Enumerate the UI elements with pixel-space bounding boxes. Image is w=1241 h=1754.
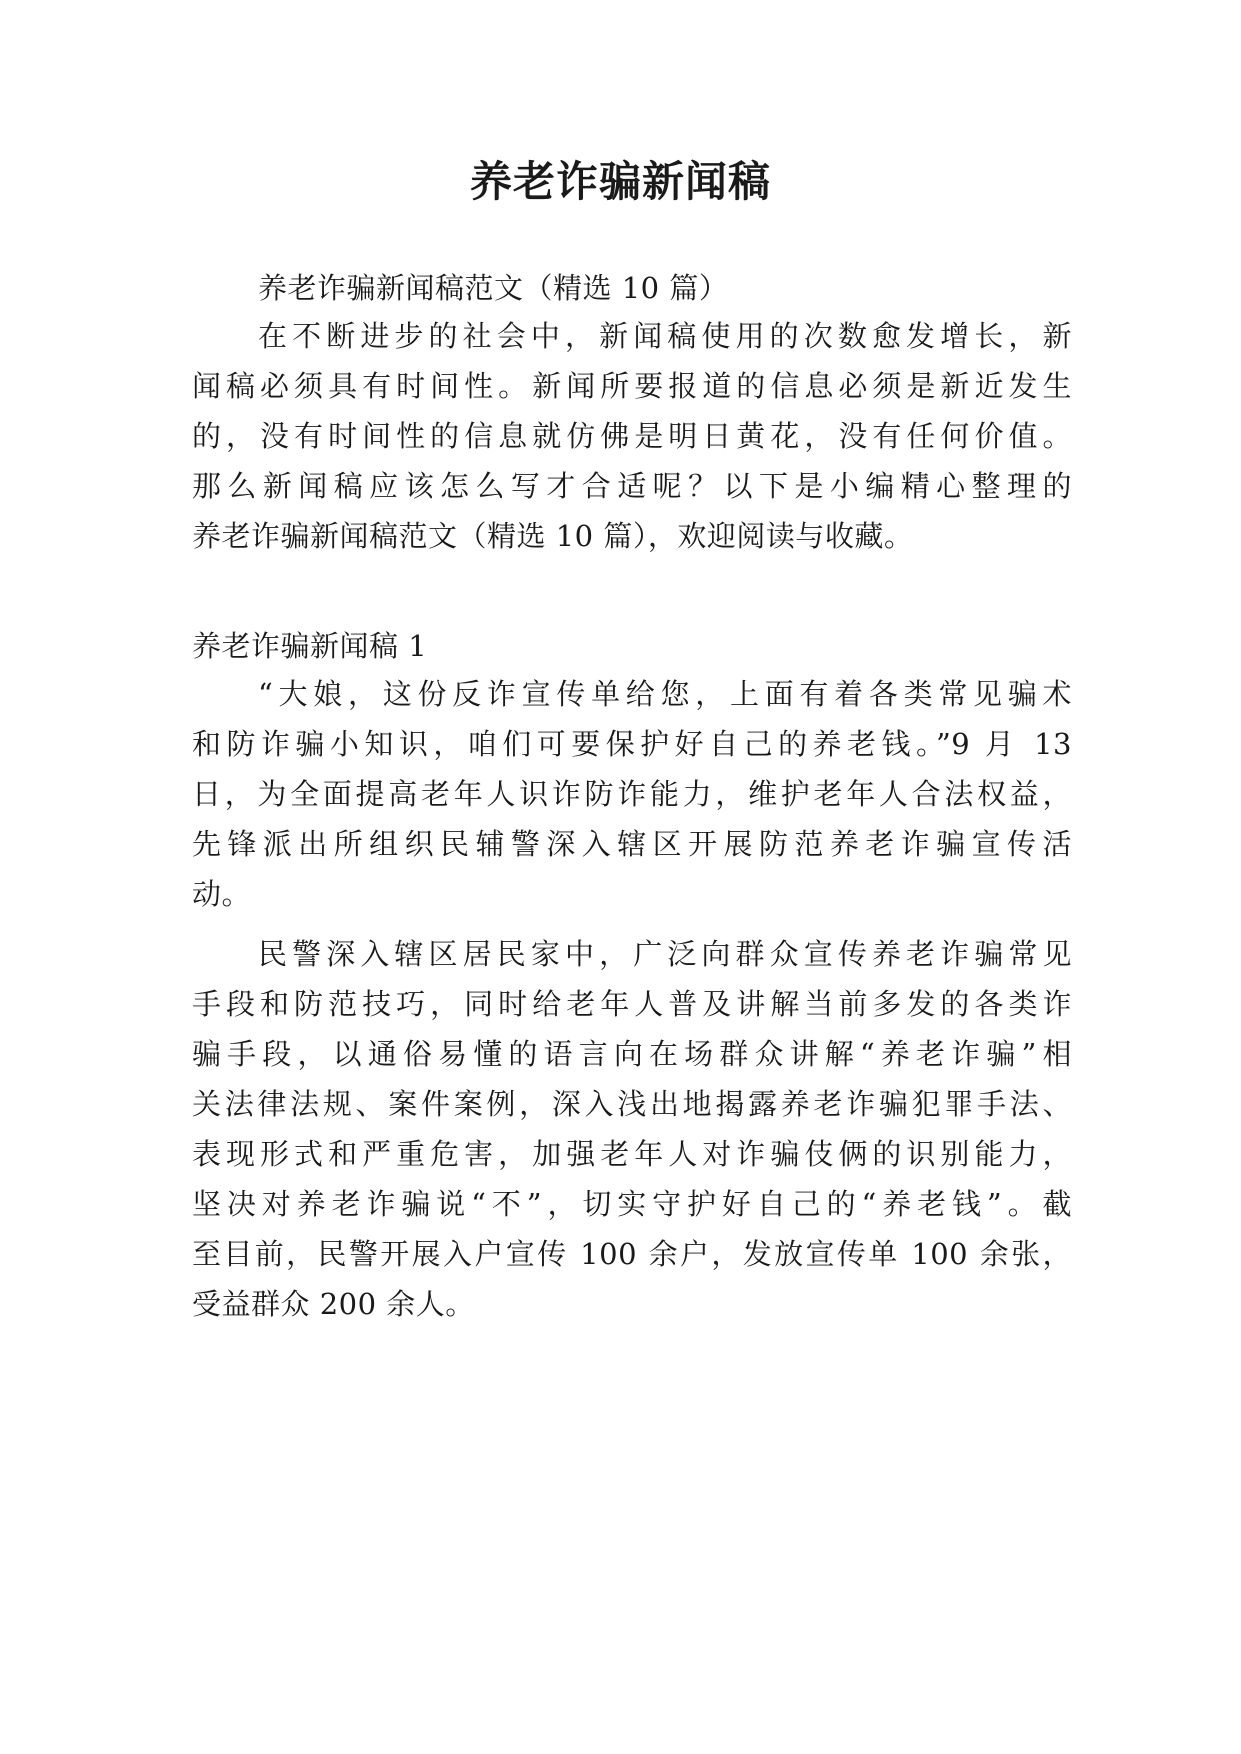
intro-line: 闻稿必须具有时间性。新闻所要报道的信息必须是新近发生 bbox=[192, 369, 1072, 403]
intro-line: 养老诈骗新闻稿范文（精选 10 篇），欢迎阅读与收藏。 bbox=[192, 519, 914, 553]
paragraph-line: 先锋派出所组织民辅警深入辖区开展防范养老诈骗宣传活 bbox=[192, 827, 1072, 861]
intro-line: 的，没有时间性的信息就仿佛是明日黄花，没有任何价值。 bbox=[192, 419, 1072, 453]
document-title: 养老诈骗新闻稿 bbox=[469, 157, 771, 206]
paragraph-line: “大娘，这份反诈宣传单给您，上面有着各类常见骗术 bbox=[258, 677, 1072, 711]
paragraph-line: 和防诈骗小知识，咱们可要保护好自己的养老钱。”9 月 13 bbox=[192, 727, 1072, 761]
paragraph-line: 坚决对养老诈骗说“不”，切实守护好自己的“养老钱”。截 bbox=[192, 1187, 1072, 1221]
paragraph-line: 至目前，民警开展入户宣传 100 余户，发放宣传单 100 余张， bbox=[192, 1237, 1072, 1271]
intro-line: 在不断进步的社会中，新闻稿使用的次数愈发增长，新 bbox=[258, 319, 1072, 353]
paragraph-line: 受益群众 200 余人。 bbox=[192, 1287, 475, 1321]
paragraph-line: 表现形式和严重危害，加强老年人对诈骗伎俩的识别能力， bbox=[192, 1137, 1072, 1171]
paragraph-line: 日，为全面提高老年人识诈防诈能力，维护老年人合法权益， bbox=[192, 777, 1072, 811]
section-heading: 养老诈骗新闻稿 1 bbox=[192, 629, 428, 663]
paragraph-line: 手段和防范技巧，同时给老年人普及讲解当前多发的各类诈 bbox=[192, 987, 1072, 1021]
paragraph-line: 动。 bbox=[192, 877, 252, 911]
paragraph-line: 关法律法规、案件案例，深入浅出地揭露养老诈骗犯罪手法、 bbox=[192, 1087, 1072, 1121]
intro-line: 那么新闻稿应该怎么写才合适呢？以下是小编精心整理的 bbox=[192, 469, 1072, 503]
document-subtitle: 养老诈骗新闻稿范文（精选 10 篇） bbox=[258, 271, 729, 305]
paragraph-line: 民警深入辖区居民家中，广泛向群众宣传养老诈骗常见 bbox=[258, 937, 1072, 971]
paragraph-line: 骗手段，以通俗易懂的语言向在场群众讲解“养老诈骗”相 bbox=[192, 1037, 1072, 1071]
